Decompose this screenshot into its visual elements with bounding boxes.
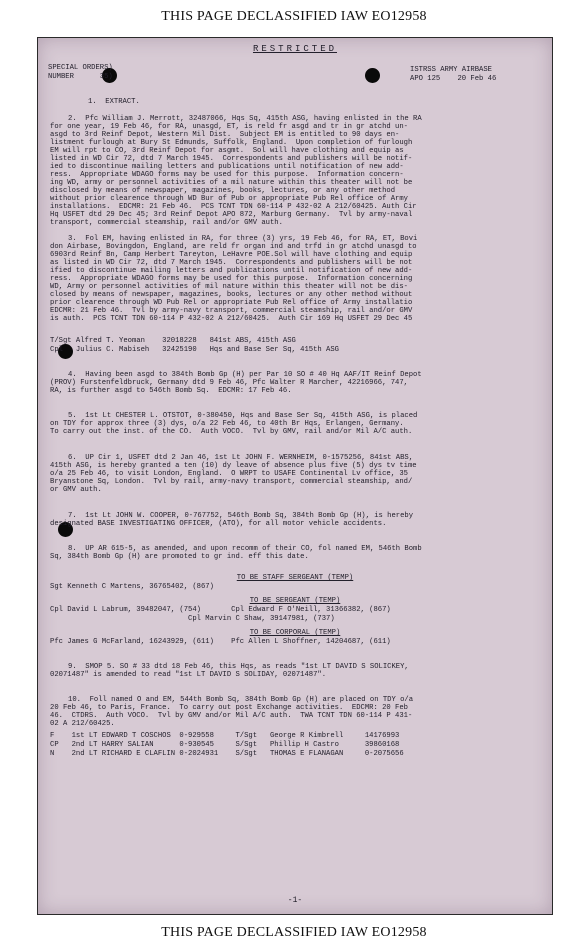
roster-row: F 1st LT EDWARD T COSCHOS 0-929558 T/Sgt George R Kimbrell 14176993 (50, 732, 400, 740)
document-page (37, 37, 553, 915)
paragraph-line: listment furlough at Bury St Edmunds, Suffolk, England. Upon completion of furlough (50, 139, 413, 147)
paragraph-line: on TDY for approx three (3) dys, o/a 22 Feb 46, to 40th Br Hqs, Erlangen, Germany. (50, 420, 404, 428)
paragraph-line: EM will rpt to CO, 3rd Reinf Depot for asgmt. Sol will have clothing and equip as (50, 147, 404, 155)
paragraph-line: is auth. PCS TCNT TDN 60-114 P 432-02 A 212/60425. Auth Cir 169 Hq USFET 29 Dec 45 (50, 315, 413, 323)
paragraph-line: 4. Having been asgd to 384th Bomb Gp (H) per Par 10 SO # 40 Hq AAF/IT Reinf Depot (68, 371, 422, 379)
paragraph-line: transport, commercial steamship, rail and/or GMV auth. (50, 219, 283, 227)
paragraph-line: 20 Feb 46, to Paris, France. To carry out post Exchange activities. EDCMR: 20 Feb (50, 704, 408, 712)
paragraph-line: listed in WD Cir 72, dtd 7 March 1945. Correspondents and publishers will be notif- (50, 155, 413, 163)
paragraph-line: 6. UP Cir 1, USFET dtd 2 Jan 46, 1st Lt JOHN F. WERNHEIM, 0-1575256, 841st ABS, (68, 454, 414, 462)
paragraph-line: asgd to 3rd Reinf Depot, Western Mil Dist. Subject EM is entitled to 90 days en- (50, 131, 400, 139)
orders-header-right-2: APO 125 20 Feb 46 (410, 75, 497, 83)
paragraph-line: Sq, 384th Bomb Gp (H) are promoted to gr ind. eff this date. (50, 553, 309, 561)
grade-heading-sergeant: TO BE SERGEANT (TEMP) (249, 597, 341, 605)
punch-hole-top-right (365, 68, 380, 83)
promotion-row: Cpl David L Labrum, 39482047, (754) Cpl Edward F O'Neill, 31366382, (867) (50, 606, 391, 614)
orders-header-left-1: SPECIAL ORDERS) (48, 64, 113, 72)
paragraph-line: 5. 1st Lt CHESTER L. OTSTOT, 0-380450, Hqs and Base Ser Sq, 415th ASG, is placed (68, 412, 418, 420)
paragraph-line: 7. 1st Lt JOHN W. COOPER, 0-767752, 546th Bomb Sq, 384th Bomb Gp (H), is hereby (68, 512, 414, 520)
promotion-row: Sgt Kenneth C Martens, 36765402, (867) (50, 583, 214, 591)
paragraph-line: disclosed by means of newspaper, magazines, books, lectures, or any other method (50, 187, 396, 195)
promotion-row: Cpl Marvin C Shaw, 39147981, (737) (188, 615, 335, 623)
paragraph-line: 415th ASG, is hereby granted a ten (10) dy leave of absence plus five (5) dys tv time (50, 462, 417, 470)
page-number: -1- (287, 896, 303, 905)
paragraph-line: don Airbase, Bovingdon, England, are reld fr organ ind and trfd in gr atchd unasgd to (50, 243, 417, 251)
paragraph-line: WD, Army or personnel activities of mil nature within this theater will not be dis- (50, 283, 408, 291)
banner-bottom: THIS PAGE DECLASSIFIED IAW EO12958 (161, 925, 427, 940)
paragraph-line: (PROV) Furstenfeldbruck, Germany dtd 9 Feb 46, Pfc Walter R Marcher, 42216966, 747, (50, 379, 408, 387)
paragraph-line: 02071487" is amended to read "1st LT DAVID S SOLIDAY, 02071487". (50, 671, 327, 679)
paragraph-line: 2. Pfc William J. Merrott, 32487066, Hqs Sq, 415th ASG, having enlisted in the RA (68, 115, 422, 123)
paragraph-line: designated BASE INVESTIGATING OFFICER, (ATO), for all motor vehicle accidents. (50, 520, 387, 528)
paragraph-line: 02 A 212/60425. (50, 720, 115, 728)
roster-row: T/Sgt Alfred T. Yeoman 32018228 841st ABS, 415th ASG (50, 337, 296, 345)
promotion-row: Pfc James G McFarland, 16243929, (611) Pfc Allen L Shoffner, 14204687, (611) (50, 638, 391, 646)
paragraph-line: 8. UP AR 615-5, as amended, and upon recomm of their CO, fol named EM, 546th Bomb (68, 545, 422, 553)
roster-row: CP 2nd LT HARRY SALIAN 0-930545 S/Sgt Phillip H Castro 39860168 (50, 741, 400, 749)
paragraph-line: 9. SMOP 5. SO # 33 dtd 18 Feb 46, this Hqs, as reads "1st LT DAVID S SOLICKEY, (68, 663, 409, 671)
paragraph-line: ied to discontinue mailing letters and publications until notification of new add- (50, 163, 404, 171)
paragraph-line: 10. Foll named O and EM, 544th Bomb Sq, 384th Bomb Gp (H) are placed on TDY o/a (68, 696, 414, 704)
paragraph-line: Hq USFET dtd 29 Dec 45; 3rd Reinf Depot APO 872, Marburg Germany. Tvl by army-naval (50, 211, 413, 219)
paragraph-line: for one year, 19 Feb 46, for RA, unasgd, ET, is reld fr asgd and tr in gr atchd un- (50, 123, 408, 131)
paragraph-line: ing WD, army or personnel activities of a mil nature within this theater will not be (50, 179, 413, 187)
paragraph-line: EDCMR: 21 Feb 46. Tvl by army-navy transport, commercial steamship, rail and/or GMV (50, 307, 413, 315)
classification-header: RESTRICTED (252, 44, 337, 54)
orders-header-left-2: NUMBER 35) (48, 73, 113, 81)
section-extract: 1. EXTRACT. (88, 98, 140, 106)
paragraph-line: 3. Fol EM, having enlisted in RA, for three (3) yrs, 19 Feb 46, for RA, ET, Bovi (68, 235, 418, 243)
orders-header-right-1: ISTRSS ARMY AIRBASE (410, 66, 492, 74)
paragraph-line: installations. EDCMR: 21 Feb 46. PCS TCNT TDN 60-114 P 432-02 A 212/60425. Auth Cir (50, 203, 417, 211)
paragraph-line: To carry out the inst. of the CO. Auth VOCO. Tvl by GMV, rail and/or Mil A/C auth. (50, 428, 413, 436)
paragraph-line: closed by means of newspaper, magazines, books, lectures or any other method without (50, 291, 413, 299)
paragraph-line: 46. CTDRS. Auth VOCO. Tvl by GMV and/or Mil A/C auth. TWA TCNT TDN 60-114 P 431- (50, 712, 413, 720)
paragraph-line: ified to discontinue mailing letters and publications until notification of new add- (50, 267, 413, 275)
paragraph-line: RA, is further asgd to 546th Bomb Sq. EDCMR: 17 Feb 46. (50, 387, 292, 395)
paragraph-line: Bryanstone Sq, London. Tvl by rail, army-navy transport, commercial steamship, and/ (50, 478, 413, 486)
paragraph-line: or GMV auth. (50, 486, 102, 494)
paragraph-line: ress. Appropriate WDAGO forms may be used for this purpose. Information concern- (50, 171, 404, 179)
grade-heading-corporal: TO BE CORPORAL (TEMP) (249, 629, 341, 637)
grade-heading-staff-sergeant: TO BE STAFF SERGEANT (TEMP) (236, 574, 354, 582)
banner-top: THIS PAGE DECLASSIFIED IAW EO12958 (161, 9, 427, 24)
paragraph-line: without prior clearence through WD Bur of Pub or appropriate Pub Rel office of Army (50, 195, 408, 203)
paragraph-line: ress. Appropriate WDAGO forms may be used for this purpose. Information concerning (50, 275, 413, 283)
paragraph-line: 6903rd Reinf Bn, Camp Herbert Tareyton, LeHavre POE.Sol will have clothing and equip (50, 251, 413, 259)
roster-row: Cpl Julius C. Mabiseh 32425190 Hqs and Base Ser Sq, 415th ASG (50, 346, 339, 354)
roster-row: N 2nd LT RICHARD E CLAFLIN 0-2024931 S/Sgt THOMAS E FLANAGAN 0-2075656 (50, 750, 404, 758)
paragraph-line: prior clearence through WD Pub Rel or appropriate Pub Rel office of Army installatio (50, 299, 413, 307)
paragraph-line: o/a 25 Feb 46, to visit London, England. O WRPT to USAFE Continental Lv office, 35 (50, 470, 408, 478)
paragraph-line: as listed in WD Cir 72, dtd 7 March 1945. Correspondents and publishers will be not (50, 259, 413, 267)
